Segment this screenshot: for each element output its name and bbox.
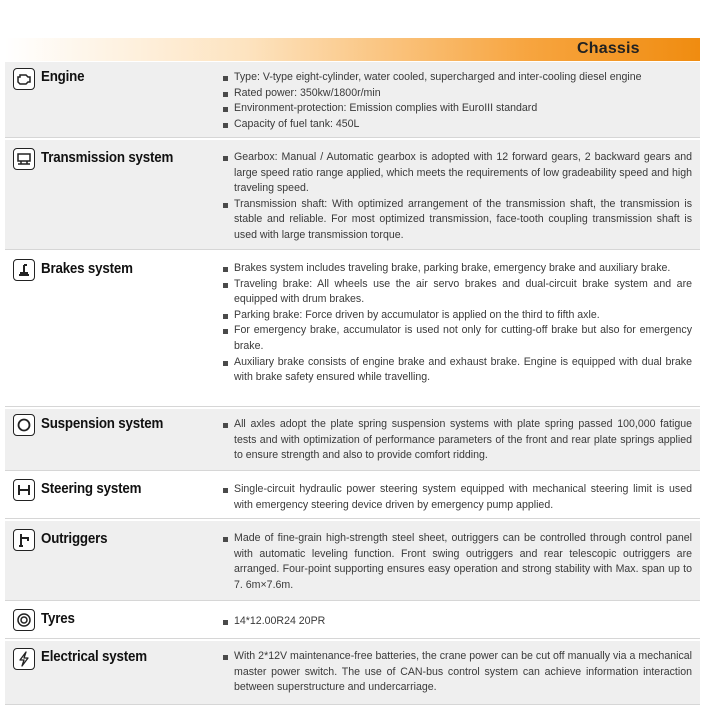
section-title: Transmission system (41, 150, 174, 166)
section-engine (5, 62, 700, 138)
section-title: Electrical system (41, 649, 147, 665)
list-item: Capacity of fuel tank: 450L (222, 117, 692, 133)
list-item: Auxiliary brake consists of engine brake and exhaust brake. Engine is equipped with dual brake with brake safety ensured while travelling. (222, 355, 692, 386)
list-item: Gearbox: Manual / Automatic gearbox is adopted with 12 forward gears, 2 backward gears and large speed ratio range applied, which meets the requirements of low gradeability speed and high traveling speed. (222, 150, 692, 197)
section-tyres (5, 603, 700, 639)
bullet-list (222, 649, 692, 696)
section-title: Engine (41, 69, 85, 85)
list-item: 14*12.00R24 20PR (222, 614, 692, 630)
list-item: Type: V-type eight-cylinder, water cooled, supercharged and inter-cooling diesel engine (222, 70, 692, 86)
section-title: Steering system (41, 481, 142, 497)
bullet-list (222, 417, 692, 464)
lightning-icon (13, 648, 35, 670)
section-outriggers (5, 521, 700, 601)
section-title: Suspension system (41, 416, 164, 432)
bullet-list (222, 531, 692, 593)
steering-axle-icon (13, 479, 35, 501)
list-item: All axles adopt the plate spring suspension systems with plate spring passed 100,000 fatigue tests and with optimization of performance parameters of the front and rear plate springs applied to ensure strength and also to provide comfort ridding. (222, 417, 692, 464)
list-item: Rated power: 350kw/1800r/min (222, 86, 692, 102)
list-item: Parking brake: Force driven by accumulator is applied on the third to fifth axle. (222, 308, 692, 324)
list-item: For emergency brake, accumulator is used not only for cutting-off brake but also for emergency brake. (222, 323, 692, 354)
brake-pedal-icon (13, 259, 35, 281)
list-item: Made of fine-grain high-strength steel sheet, outriggers can be controlled through control panel with automatic leveling function. Front swing outriggers and rear telescopic outriggers are arranged. Four-point supporting ensures easy operation and strong stability with Max. span up to 7. 6m×7.6m. (222, 531, 692, 593)
bullet-list (222, 614, 692, 630)
list-item: Traveling brake: All wheels use the air servo brakes and dual-circuit brake system and are equipped with drum brakes. (222, 277, 692, 308)
outrigger-icon (13, 529, 35, 551)
bullet-list (222, 150, 692, 244)
section-suspension-system (5, 409, 700, 471)
section-title: Outriggers (41, 531, 108, 547)
section-title: Tyres (41, 611, 75, 627)
section-transmission-system (5, 140, 700, 250)
engine-icon (13, 68, 35, 90)
section-electrical-system (5, 641, 700, 705)
bullet-list (222, 261, 692, 386)
list-item: Environment-protection: Emission complies with EuroIII standard (222, 101, 692, 117)
list-item: Brakes system includes traveling brake, parking brake, emergency brake and auxiliary brake. (222, 261, 692, 277)
list-item: With 2*12V maintenance-free batteries, the crane power can be cut off manually via a mechanical master power switch. The use of CAN-bus control system can achieve information interaction between superstructure and undercarriage. (222, 649, 692, 696)
bullet-list (222, 482, 692, 513)
transmission-icon (13, 148, 35, 170)
list-item: Transmission shaft: With optimized arrangement of the transmission shaft, the transmission is stable and reliable. For most optimized transmission, face-tooth coupling transmission shaft is used with large transmission torque. (222, 197, 692, 244)
bullet-list (222, 70, 692, 132)
list-item: Single-circuit hydraulic power steering system equipped with mechanical steering limit is used with emergency steering device driven by emergency pump applied. (222, 482, 692, 513)
section-title: Brakes system (41, 261, 133, 277)
tyre-icon (13, 609, 35, 631)
section-brakes-system (5, 252, 700, 407)
section-steering-system (5, 473, 700, 519)
suspension-ring-icon (13, 414, 35, 436)
page-title: Chassis (577, 40, 640, 57)
